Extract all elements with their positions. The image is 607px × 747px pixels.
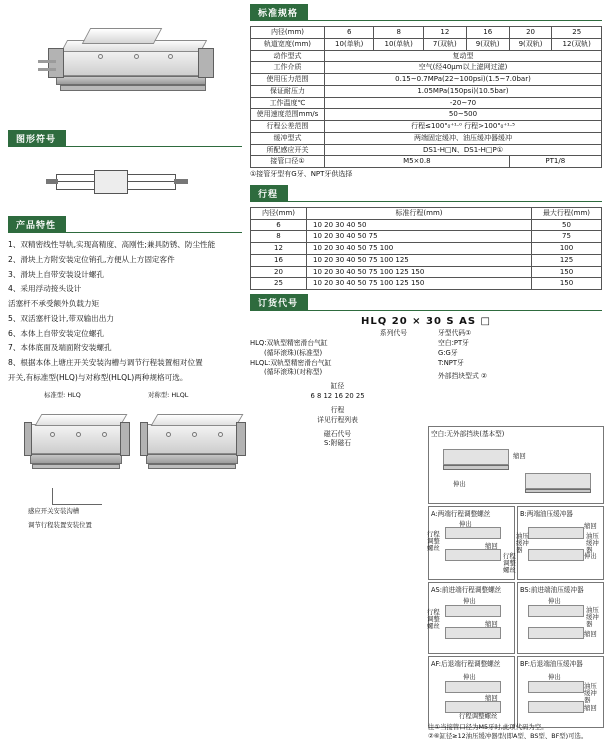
cell: 复动型 bbox=[325, 50, 602, 62]
variant-mark: 缩回 bbox=[485, 620, 498, 628]
cell: 9(双轨) bbox=[466, 38, 509, 50]
feature-detail-drawing bbox=[8, 388, 242, 538]
cell-bore: 6 bbox=[251, 219, 307, 231]
variant-mark: 缩回 bbox=[485, 542, 498, 550]
table-row bbox=[251, 50, 602, 62]
table-row bbox=[251, 266, 602, 278]
cell: 6 bbox=[325, 27, 374, 39]
row-label: 使用压力范围 bbox=[251, 74, 325, 86]
cell: 16 bbox=[466, 27, 509, 39]
cell-standard: 10 20 30 40 50 75 100 bbox=[307, 243, 532, 255]
variant-mark: 伸出 bbox=[453, 480, 466, 488]
spec-title: 标准规格 bbox=[250, 4, 308, 21]
cell: DS1-H□N、DS1-H□P① bbox=[325, 144, 602, 156]
drawing-label-sensor-groove: 感应开关安装沟槽 bbox=[28, 507, 80, 516]
col-header: 最大行程(mm) bbox=[532, 207, 602, 219]
feature-item: 1、双精密线性导轨,实现高精度、高刚性;兼具防锈、防尘性能 bbox=[8, 240, 216, 249]
cell: 20 bbox=[509, 27, 552, 39]
feature-item: 8、根据本体上塘庄开关安装沟槽与调节行程装置相对位置 bbox=[8, 358, 203, 368]
row-label: 工作温度℃ bbox=[251, 97, 325, 109]
oc-label: 详见行程列表 bbox=[317, 415, 358, 424]
table-row bbox=[251, 97, 602, 109]
footnote-item: ②⑥缸径≥12油压缓冲器型(即A型、BS型、BF型)可选。 bbox=[428, 732, 588, 741]
table-header-row bbox=[251, 207, 602, 219]
oc-label: 缸径 bbox=[330, 382, 345, 391]
cell: -20~70 bbox=[325, 97, 602, 109]
cell: 10(单轨) bbox=[374, 38, 423, 50]
row-label: 轨道宽度(mm) bbox=[251, 38, 325, 50]
variant-A bbox=[428, 506, 515, 580]
features-title: 产品特性 bbox=[8, 216, 66, 233]
right-column bbox=[250, 4, 602, 741]
row-label: 内径(mm) bbox=[251, 27, 325, 39]
cell: 9(双轨) bbox=[509, 38, 552, 50]
feature-item: 4、采用浮动接头设计 bbox=[8, 284, 82, 294]
feature-item: 5、双活塞杆设计,带双输出出力 bbox=[8, 313, 114, 323]
cell-bore: 20 bbox=[251, 266, 307, 278]
cell: 0.15~0.7MPa(22~100psi)(1.5~7.0bar) bbox=[325, 74, 602, 86]
variant-annot: 油压缓冲器 bbox=[586, 532, 599, 555]
cell: 12 bbox=[423, 27, 466, 39]
table-row bbox=[251, 38, 602, 50]
table-row bbox=[251, 132, 602, 144]
standard-spec-table bbox=[250, 26, 602, 168]
feature-list bbox=[8, 238, 242, 384]
variant-title: AS:前进端行程调整螺丝 bbox=[431, 586, 502, 594]
order-code-left-labels bbox=[250, 329, 425, 449]
variant-annot: 油压缓冲器 bbox=[584, 682, 597, 705]
cell-standard: 10 20 30 40 50 75 100 125 150 bbox=[307, 266, 532, 278]
symbol-drawing bbox=[8, 152, 242, 214]
ordercode-section-header bbox=[250, 294, 602, 312]
spec-note: ①接管牙型有G牙、NPT牙供选择 bbox=[250, 170, 353, 178]
table-row bbox=[251, 74, 602, 86]
row-label: 缓冲型式 bbox=[251, 132, 325, 144]
row-label: 使用速度范围mm/s bbox=[251, 109, 325, 121]
stroke-table bbox=[250, 207, 602, 290]
cell-max: 50 bbox=[532, 219, 602, 231]
variant-AS bbox=[428, 582, 515, 654]
oc-label: S:附磁石 bbox=[324, 439, 351, 448]
variant-mark: 伸出 bbox=[463, 597, 476, 605]
order-code-right-labels bbox=[438, 329, 602, 382]
cell: 行程≤100"₀⁺¹·⁰ 行程>100"₀⁺¹·⁵ bbox=[325, 121, 602, 133]
table-row bbox=[251, 254, 602, 266]
variant-title: BS:前进端油压缓冲器 bbox=[520, 586, 584, 594]
left-column bbox=[0, 0, 248, 747]
table-row bbox=[251, 121, 602, 133]
table-row bbox=[251, 85, 602, 97]
cell: 1.05MPa(150psi)(10.5bar) bbox=[325, 85, 602, 97]
cell-max: 125 bbox=[532, 254, 602, 266]
variant-title: AF:后退端行程调整螺丝 bbox=[431, 660, 501, 668]
oc-label: 磁石代号 bbox=[323, 429, 352, 438]
cell-max: 75 bbox=[532, 231, 602, 243]
variant-BS bbox=[517, 582, 604, 654]
oc-label: 空白:PT牙 bbox=[438, 338, 469, 347]
cell-standard: 10 20 30 40 50 75 100 125 bbox=[307, 254, 532, 266]
cell-max: 100 bbox=[532, 243, 602, 255]
cell-bore: 16 bbox=[251, 254, 307, 266]
cell-standard: 10 20 30 40 50 bbox=[307, 219, 532, 231]
feature-item: 活塞杆不承受额外负载力矩 bbox=[8, 299, 100, 309]
cell-standard: 10 20 30 40 50 75 100 125 150 bbox=[307, 278, 532, 290]
feature-item: 6、本体上自带安装定位螺孔 bbox=[8, 328, 104, 338]
variant-annot: 行程调整螺丝 bbox=[427, 608, 440, 631]
oc-label: 牙型代码① bbox=[438, 329, 472, 338]
cell: 50~500 bbox=[325, 109, 602, 121]
oc-label: HLQL:双轨型精密滑台气缸 bbox=[250, 358, 332, 367]
cell: PT1/8 bbox=[509, 156, 601, 168]
variant-title: B:两端油压缓冲器 bbox=[520, 510, 573, 518]
cell-max: 150 bbox=[532, 266, 602, 278]
variant-mark: 伸出 bbox=[548, 597, 561, 605]
features-section-header bbox=[8, 216, 242, 234]
feature-item: 开关,有标准型(HLQ)与对称型(HLQL)两种规格可选。 bbox=[8, 373, 188, 383]
spec-section-header bbox=[250, 4, 602, 22]
oc-label: HLQ:双轨型精密滑台气缸 bbox=[250, 338, 328, 347]
table-row bbox=[251, 231, 602, 243]
oc-label: 行程 bbox=[330, 405, 345, 414]
stroke-title: 行程 bbox=[250, 185, 288, 202]
oc-label: 外部挡块型式 ② bbox=[438, 372, 488, 381]
variant-mark: 伸出 bbox=[584, 552, 597, 560]
variant-title: BF:后退端油压缓冲器 bbox=[520, 660, 583, 668]
row-label: 行程公差范围 bbox=[251, 121, 325, 133]
symbol-section-header bbox=[8, 130, 242, 148]
symbol-title: 图形符号 bbox=[8, 130, 66, 147]
table-row bbox=[251, 219, 602, 231]
order-code-footnotes bbox=[428, 723, 607, 742]
variant-mark: 缩回 bbox=[513, 452, 526, 460]
variant-BF bbox=[517, 656, 604, 728]
cell: 25 bbox=[552, 27, 602, 39]
cell: 空气(经40μm以上滤网过滤) bbox=[325, 62, 602, 74]
product-photo bbox=[8, 6, 242, 124]
variant-B bbox=[517, 506, 604, 580]
stroke-section-header bbox=[250, 185, 602, 203]
variant-grid bbox=[428, 426, 604, 730]
cell-standard: 10 20 30 40 50 75 bbox=[307, 231, 532, 243]
table-row bbox=[251, 62, 602, 74]
cell-bore: 25 bbox=[251, 278, 307, 290]
variant-annot: 行程调整螺丝 bbox=[503, 552, 516, 575]
oc-label: G:G牙 bbox=[438, 348, 458, 357]
variant-base bbox=[428, 426, 604, 504]
feature-item: 2、滑块上方附安装定位销孔,方便从上方固定客件 bbox=[8, 254, 175, 264]
variant-annot: 油压缓冲器 bbox=[516, 532, 529, 555]
cell: 8 bbox=[374, 27, 423, 39]
row-label: 所配感应开关 bbox=[251, 144, 325, 156]
drawing-label-stroke-adjust: 调节行程装置安装位置 bbox=[28, 521, 92, 530]
variant-annot: 油压缓冲器 bbox=[586, 606, 599, 629]
table-row bbox=[251, 156, 602, 168]
variant-mark: 缩回 bbox=[584, 704, 597, 712]
oc-label: T:NPT牙 bbox=[438, 358, 464, 367]
cell: 7(双轨) bbox=[423, 38, 466, 50]
cell-bore: 12 bbox=[251, 243, 307, 255]
cell: 12(双轨) bbox=[552, 38, 602, 50]
variant-title: A:两端行程调整螺丝 bbox=[431, 510, 491, 518]
oc-label: (循环滚珠)(标准型) bbox=[264, 348, 323, 357]
table-row bbox=[251, 109, 602, 121]
table-row bbox=[251, 27, 602, 39]
feature-item: 7、本体底面及端面附安装螺孔 bbox=[8, 343, 112, 353]
ordercode-title: 订货代号 bbox=[250, 294, 308, 311]
cell-bore: 8 bbox=[251, 231, 307, 243]
variant-annot: 行程调整螺丝 bbox=[459, 712, 498, 720]
row-label: 工作介质 bbox=[251, 62, 325, 74]
variant-title: 空白:无外部挡块(基本型) bbox=[431, 430, 505, 438]
oc-label: (循环滚珠)(对称型) bbox=[264, 368, 323, 377]
variant-annot: 行程调整螺丝 bbox=[427, 530, 440, 553]
variant-mark: 缩回 bbox=[584, 630, 597, 638]
col-header: 内径(mm) bbox=[251, 207, 307, 219]
cell: 两端固定缓冲、油压缓冲器缓冲 bbox=[325, 132, 602, 144]
variant-mark: 缩回 bbox=[485, 694, 498, 702]
variant-AF bbox=[428, 656, 515, 728]
cell: M5×0.8 bbox=[325, 156, 510, 168]
table-row bbox=[251, 144, 602, 156]
variant-mark: 伸出 bbox=[548, 673, 561, 681]
drawing-label-symmetric: 对称型: HLQL bbox=[148, 391, 189, 400]
oc-label: 6 8 12 16 20 25 bbox=[310, 392, 365, 401]
col-header: 标准行程(mm) bbox=[307, 207, 532, 219]
variant-mark: 伸出 bbox=[463, 673, 476, 681]
cell: 10(单轨) bbox=[325, 38, 374, 50]
row-label: 动作型式 bbox=[251, 50, 325, 62]
order-code-string: HLQ 20 × 30 S AS □ bbox=[361, 316, 491, 328]
drawing-label-standard: 标准型: HLQ bbox=[44, 391, 81, 400]
variant-mark: 伸出 bbox=[459, 520, 472, 528]
table-row bbox=[251, 278, 602, 290]
oc-label: 系列代号 bbox=[379, 329, 407, 338]
cell-max: 150 bbox=[532, 278, 602, 290]
feature-item: 3、滑块上自带安装设计螺孔 bbox=[8, 269, 104, 279]
footnote-item: 注①当接管口径为M5牙时,此项代码为空。 bbox=[428, 723, 548, 731]
table-row bbox=[251, 243, 602, 255]
row-label: 保证耐压力 bbox=[251, 85, 325, 97]
variant-mark: 缩回 bbox=[584, 522, 597, 530]
row-label: 接管口径① bbox=[251, 156, 325, 168]
